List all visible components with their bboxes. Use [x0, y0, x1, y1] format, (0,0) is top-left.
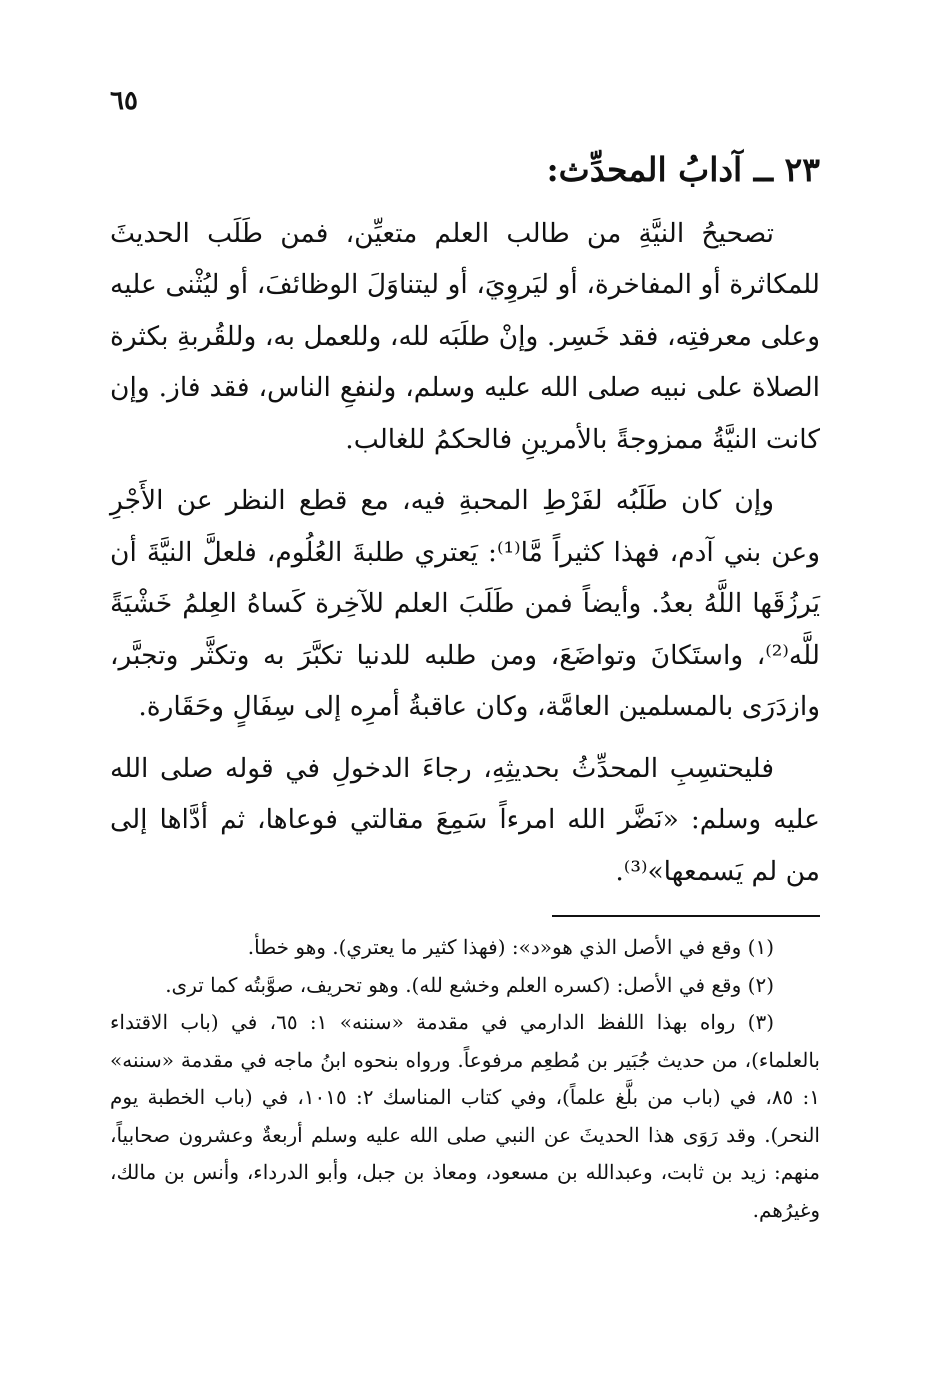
- paragraph-love-of-knowledge: وإن كان طَلَبُه لفَرْطِ المحبةِ فيه، مع قطع النظر عن الأَجْرِ وعن بني آدم، فهذا كثيراً مَّا⁽¹⁾: يَعتري طلبةَ العُلُوم، فلعلَّ النيَّةَ أن يَرزُقَها اللَّهُ بعدُ. وأيضاً فمن طَلَبَ العلم للآخِرة كَساهُ العِلمُ خَشْيَةً للَّه⁽²⁾، واستَكانَ وتواضَعَ، ومن طلبه للدنيا تكبَّرَ به وتكثَّر وتجبَّر، وازدَرَى بالمسلمين العامَّة، وكان عاقبةُ أمرِه إلى سِفَالٍ وحَقَارة.: [110, 485, 820, 723]
- footnote-divider: [552, 915, 820, 917]
- book-page: [110, 80, 820, 1229]
- page-number: ٦٥: [110, 86, 138, 116]
- paragraph-hadith-narrator: فليحتسِبِ المحدِّثُ بحديثِهِ، رجاءَ الدخولِ في قوله صلى الله عليه وسلم: «نَضَّر الله امرءاً سَمِعَ مقالتي فوعاها، ثم أدَّاها إلى من لم يَسمعها»⁽³⁾.: [110, 752, 820, 887]
- body-text: [110, 208, 820, 898]
- footnotes: [110, 929, 820, 1229]
- section-heading: ٢٣ ــ آدابُ المحدِّث:: [546, 150, 820, 189]
- footnote-1: (١) وقع في الأصل الذي هو«د»: (فهذا كثير ما يعتري). وهو خطأ.: [247, 935, 774, 960]
- footnote-2: (٢) وقع في الأصل: (كسره العلم وخشع لله). وهو تحريف، صوَّبتُه كما ترى.: [165, 972, 774, 997]
- paragraph-intention: تصحيحُ النيَّةِ من طالب العلم متعيِّن، فمن طَلَب الحديثَ للمكاثرة أو المفاخرة، أو ليَروِيَ، أو ليتناوَلَ الوظائفَ، أو ليُثْنى عليه وعلى معرفتِه، فقد خَسِر. وإنْ طلَبَه لله، وللعمل به، وللقُربةِ بكثرة الصلاة على نبيه صلى الله عليه وسلم، ولنفعِ الناس، فقد فاز. وإن كانت النيَّةُ ممزوجةً بالأمرينِ فالحكمُ للغالب.: [110, 217, 820, 455]
- footnote-3: (٣) رواه بهذا اللفظ الدارمي في مقدمة «سننه» ١: ٦٥، في (باب الاقتداء بالعلماء)، من حديث جُبَير بن مُطعِم مرفوعاً. ورواه بنحوه ابنُ ماجه في مقدمة «سننه» ١: ٨٥، في (باب من بلَّغ علماً)، وفي كتاب المناسك ٢: ١٠١٥، في (باب الخطبة يوم النحر). وقد رَوَى هذا الحديثَ عن النبي صلى الله عليه وسلم أربعةٌ وعشرون صحابياً، منهم: زيد بن ثابت، وعبدالله بن مسعود، ومعاذ بن جبل، وأبو الدرداء، وأنس بن مالك، وغيرُهم.: [110, 1010, 820, 1222]
